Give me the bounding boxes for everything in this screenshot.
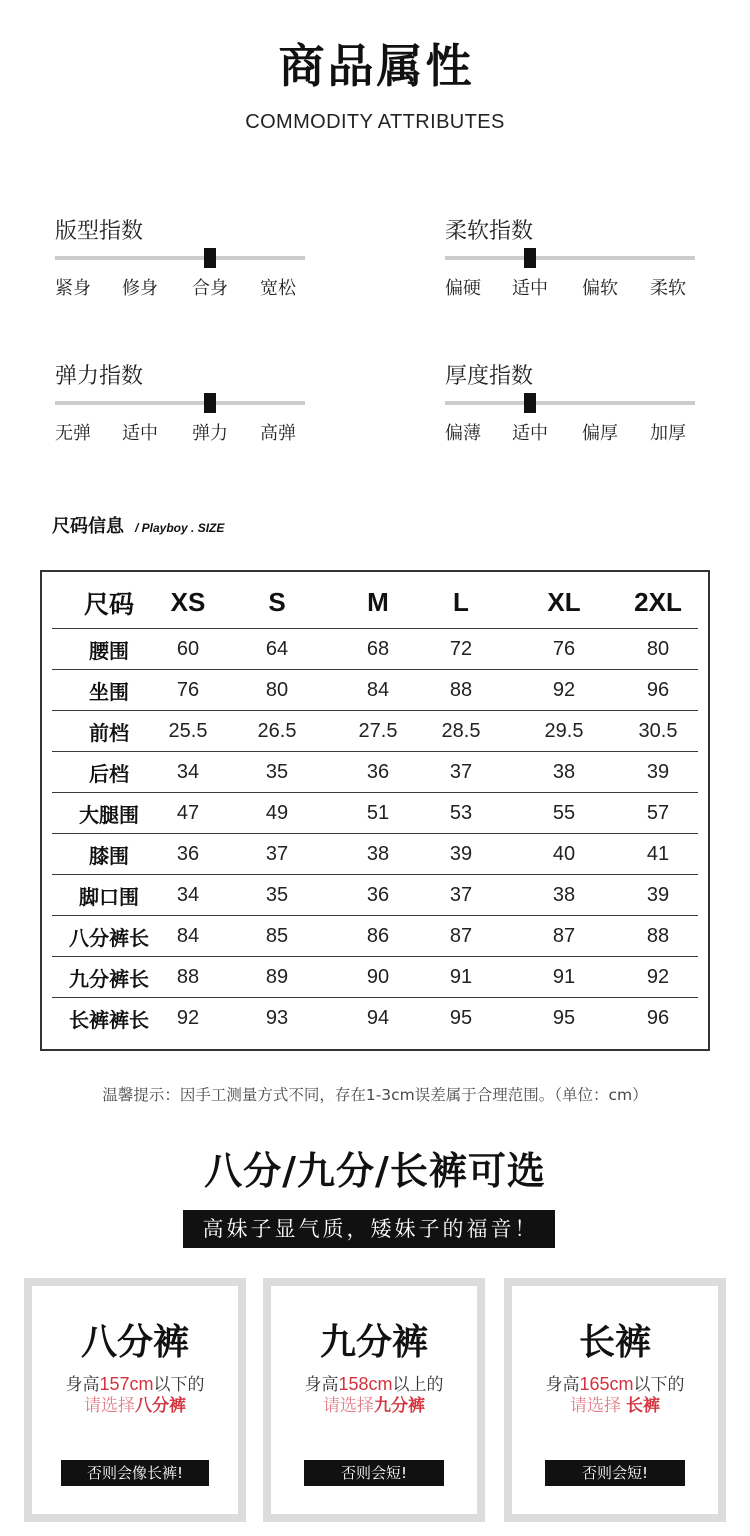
level-option: 偏薄 [445,423,481,444]
measurement-value: 29.5 [544,719,584,742]
measurement-value: 36 [176,842,200,865]
table-row [52,957,698,998]
measurement-value: 34 [176,883,200,906]
level-option: 适中 [512,423,548,444]
card-title: 长裤 [578,1322,651,1363]
measurement-value: 88 [646,924,670,947]
warning-wrap [512,1460,718,1486]
height-requirement [512,1373,718,1396]
fit-index [55,218,305,308]
measurement-value: 55 [552,801,576,824]
measurement-value: 40 [552,842,576,865]
level-option: 柔软 [650,278,686,299]
size-column-header: L [453,587,469,617]
card-ninth-length [263,1278,485,1522]
choice-value: 九分裤 [374,1396,425,1416]
size-column-header: XS [170,587,206,617]
size-info-brand: / Playboy . SIZE [135,521,225,535]
measurement-value: 41 [646,842,670,865]
level-option: 加厚 [650,423,686,444]
measurement-value: 25.5 [168,719,208,742]
measurement-label: 九分裤长 [69,966,149,991]
measurement-value: 38 [366,842,390,865]
measurement-value: 64 [265,637,289,660]
warning-badge: 否则会短! [545,1460,685,1486]
measurement-value: 38 [552,883,576,906]
measurement-value: 39 [646,883,670,906]
measurement-value: 90 [366,965,390,988]
choice-recommendation [512,1395,718,1417]
length-options-title: 八分/九分/长裤可选 [204,1149,546,1193]
measurement-value: 92 [552,678,576,701]
measurement-value: 91 [449,965,473,988]
measurement-label: 八分裤长 [69,925,149,950]
warning-badge: 否则会像长裤! [61,1460,209,1486]
page-subtitle: COMMODITY ATTRIBUTES [245,111,505,133]
softness-index-track [445,256,695,260]
measurement-value: 80 [265,678,289,701]
measurement-label: 长裤裤长 [69,1007,149,1032]
size-table [52,577,698,1038]
table-row [52,670,698,711]
height-suffix: 以上的 [392,1375,444,1395]
table-row [52,916,698,957]
level-option: 偏软 [582,278,618,299]
size-column-header: XL [547,587,581,617]
warning-badge: 否则会短! [304,1460,444,1486]
choice-value: 长裤 [626,1396,660,1416]
thickness-index-levels [445,423,695,445]
stretch-index-marker [204,393,216,413]
measurement-value: 36 [366,883,390,906]
stretch-index-label: 弹力指数 [55,364,144,389]
size-column-header: S [268,587,286,617]
level-option: 适中 [122,423,158,444]
measurement-value: 88 [176,965,200,988]
measurement-value: 84 [366,678,390,701]
measurement-value: 93 [265,1006,289,1029]
level-option: 合身 [192,278,228,299]
size-info-title: 尺码信息 [52,516,124,537]
measurement-value: 30.5 [638,719,678,742]
table-row [52,629,698,670]
height-requirement [271,1373,477,1396]
choice-prefix: 请选择 [323,1396,374,1416]
measurement-value: 96 [646,1006,670,1029]
measurement-value: 94 [366,1006,390,1029]
warning-wrap [32,1460,238,1486]
measurement-value: 53 [449,801,473,824]
size-column-header: 2XL [634,587,682,617]
measurement-label: 腰围 [89,638,129,663]
fit-index-track [55,256,305,260]
measurement-value: 36 [366,760,390,783]
card-title: 九分裤 [319,1322,428,1363]
measurement-value: 35 [265,760,289,783]
measurement-value: 72 [449,637,473,660]
measurement-value: 38 [552,760,576,783]
softness-index-label: 柔软指数 [445,219,534,244]
measurement-value: 96 [646,678,670,701]
level-option: 高弹 [260,423,296,444]
height-prefix: 身高 [304,1375,339,1395]
level-option: 偏厚 [582,423,618,444]
measurement-value: 27.5 [358,719,398,742]
thickness-index-marker [524,393,536,413]
measurement-value: 35 [265,883,289,906]
softness-index-levels [445,278,695,300]
level-option: 紧身 [55,278,91,299]
measurement-value: 68 [366,637,390,660]
measurement-value: 57 [646,801,670,824]
table-row [52,834,698,875]
stretch-index-levels [55,423,305,445]
level-option: 适中 [512,278,548,299]
measurement-value: 95 [552,1006,576,1029]
stretch-index-track [55,401,305,405]
measurement-value: 47 [176,801,200,824]
height-value: 165cm [579,1374,634,1394]
measurement-value: 51 [366,801,390,824]
choice-prefix: 请选择 [84,1396,135,1416]
card-full-length [504,1278,726,1522]
measurement-value: 95 [449,1006,473,1029]
measurement-value: 91 [552,965,576,988]
measurement-label: 坐围 [89,679,129,704]
measurement-value: 92 [646,965,670,988]
level-option: 偏硬 [445,278,481,299]
level-option: 修身 [122,278,158,299]
measurement-value: 60 [176,637,200,660]
level-option: 弹力 [192,423,228,444]
height-suffix: 以下的 [153,1375,205,1395]
measurement-value: 26.5 [257,719,297,742]
height-prefix: 身高 [65,1375,100,1395]
level-option: 无弹 [55,423,91,444]
page-title: 商品属性 [278,39,475,93]
measurement-value: 76 [176,678,200,701]
measurement-label: 膝围 [89,843,129,868]
height-value: 158cm [338,1374,393,1394]
size-header-label: 尺码 [83,589,134,619]
measurement-value: 87 [449,924,473,947]
height-value: 157cm [99,1374,154,1394]
table-row [52,711,698,752]
table-row [52,793,698,834]
measurement-value: 89 [265,965,289,988]
measurement-value: 49 [265,801,289,824]
measurement-value: 85 [265,924,289,947]
measurement-value: 37 [265,842,289,865]
measurement-label: 脚口围 [79,884,139,909]
measurement-value: 87 [552,924,576,947]
measurement-value: 37 [449,760,473,783]
fit-index-levels [55,278,305,300]
card-eighth-length [24,1278,246,1522]
measurement-note: 温馨提示：因手工测量方式不同，存在1-3cm误差属于合理范围。（单位：cm） [102,1086,648,1104]
thickness-index [445,363,695,453]
length-options-banner: 高妹子显气质，矮妹子的福音！ [183,1210,555,1248]
measurement-value: 39 [646,760,670,783]
measurement-value: 39 [449,842,473,865]
measurement-label: 前档 [89,720,129,745]
choice-recommendation [271,1395,477,1417]
measurement-value: 86 [366,924,390,947]
softness-index-marker [524,248,536,268]
thickness-index-track [445,401,695,405]
table-row [52,752,698,793]
measurement-value: 88 [449,678,473,701]
size-table-header-row [52,577,698,629]
card-title: 八分裤 [80,1322,189,1363]
measurement-value: 80 [646,637,670,660]
measurement-value: 92 [176,1006,200,1029]
measurement-value: 84 [176,924,200,947]
size-info-heading [52,514,224,541]
fit-index-label: 版型指数 [55,219,144,244]
height-requirement [32,1373,238,1396]
level-option: 宽松 [260,278,296,299]
choice-recommendation [32,1395,238,1417]
measurement-value: 37 [449,883,473,906]
measurement-value: 76 [552,637,576,660]
warning-wrap [271,1460,477,1486]
measurement-value: 28.5 [441,719,481,742]
measurement-value: 34 [176,760,200,783]
height-prefix: 身高 [545,1375,580,1395]
choice-prefix: 请选择 [570,1396,621,1416]
fit-index-marker [204,248,216,268]
stretch-index [55,363,305,453]
table-row [52,875,698,916]
softness-index [445,218,695,308]
measurement-label: 大腿围 [79,802,139,827]
thickness-index-label: 厚度指数 [445,364,534,389]
size-column-header: M [367,587,389,617]
table-row [52,998,698,1038]
height-suffix: 以下的 [633,1375,685,1395]
measurement-label: 后档 [89,761,129,786]
choice-value: 八分裤 [135,1396,186,1416]
